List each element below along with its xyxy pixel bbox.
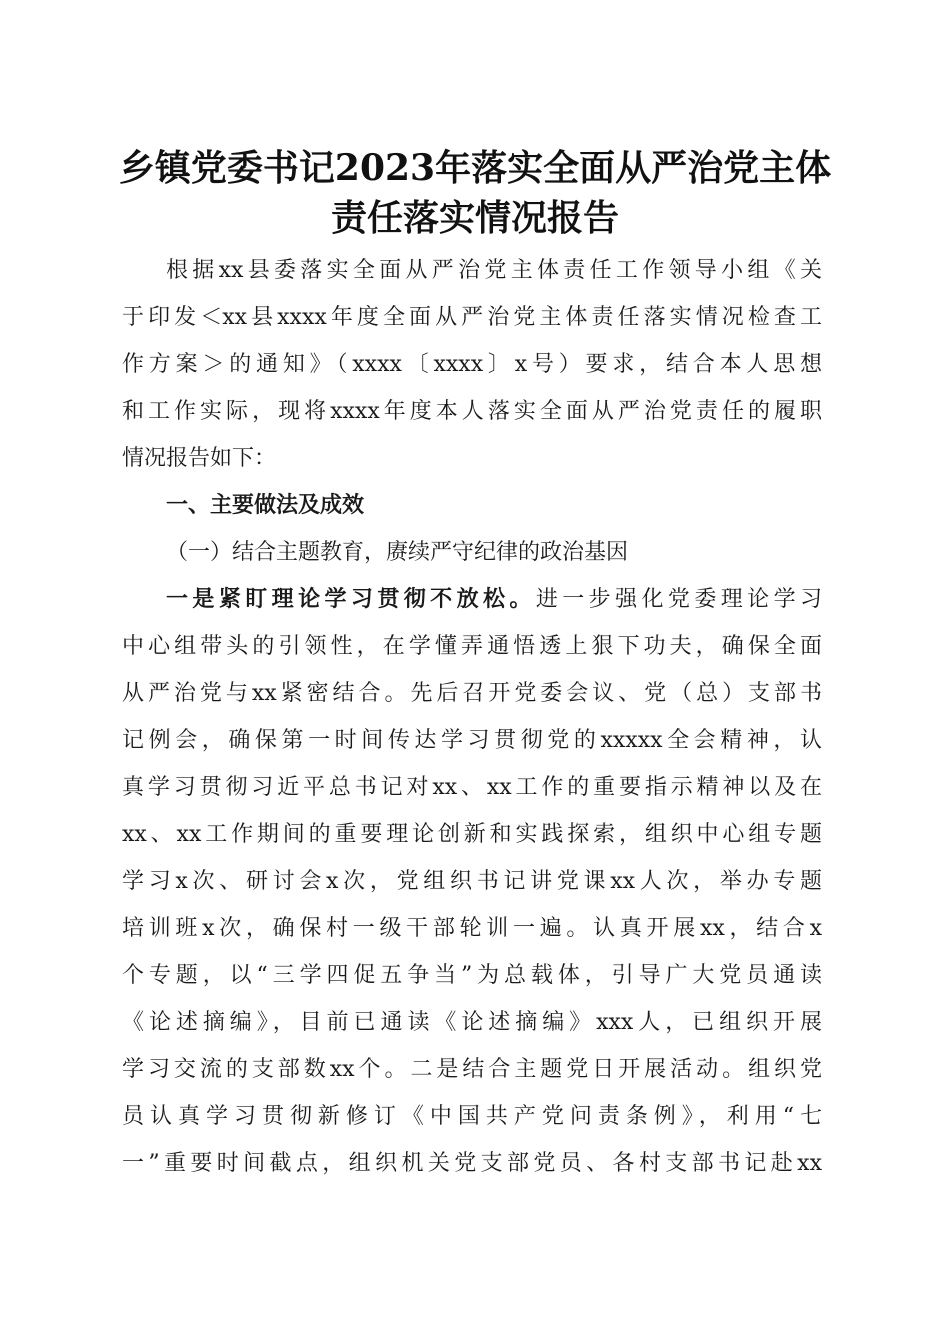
body-line: 学习交流的支部数xx个。二是结合主题党日开展活动。组织党 [122,1057,822,1082]
body-line: 培训班x次，确保村一级干部轮训一遍。认真开展xx，结合x [122,916,822,941]
section-heading: 一、主要做法及成效 [166,493,365,518]
body-line: 员认真学习贯彻新修订《中国共产党问责条例》，利用“七 [122,1104,822,1129]
document-title-line-2: 责任落实情况报告 [330,197,619,239]
body-line: 记例会，确保第一时间传达学习贯彻党的xxxxx全会精神，认 [122,728,822,753]
body-line: 学习x次、研讨会x次，党组织书记讲党课xx人次，举办专题 [122,869,822,894]
lead-phrase: 一是紧盯理论学习贯彻不放松。 [166,587,536,612]
intro-line: 和工作实际，现将xxxx年度本人落实全面从严治党责任的履职 [122,399,822,424]
intro-line: 情况报告如下： [122,446,277,471]
body-first-line [166,585,822,615]
body-line: 真学习贯彻习近平总书记对xx、xx工作的重要指示精神以及在 [122,775,822,800]
intro-line: 根据xx县委落实全面从严治党主体责任工作领导小组《关 [166,258,822,283]
intro-line: 于印发＜xx县xxxx年度全面从严治党主体责任落实情况检查工 [122,305,822,330]
body-line: xx、xx工作期间的重要理论创新和实践探索，组织中心组专题 [122,822,822,847]
intro-line: 作方案＞的通知》（xxxx〔xxxx〕x号）要求，结合本人思想 [122,352,822,377]
lead-rest: 进一步强化党委理论学习 [535,587,822,612]
body-line: 一”重要时间截点，组织机关党支部党员、各村支部书记赴xx [122,1151,822,1176]
body-line: 个专题，以“三学四促五争当”为总载体，引导广大党员通读 [122,963,822,988]
body-line: 中心组带头的引领性，在学懂弄通悟透上狠下功夫，确保全面 [122,634,822,659]
body-line: 《论述摘编》，目前已通读《论述摘编》xxx人，已组织开展 [122,1010,822,1035]
body-line: 从严治党与xx紧密结合。先后召开党委会议、党（总）支部书 [122,681,822,706]
document-title-line-1: 乡镇党委书记2023年落实全面从严治党主体 [118,147,832,189]
subsection-heading: （一）结合主题教育，赓续严守纪律的政治基因 [166,540,629,565]
